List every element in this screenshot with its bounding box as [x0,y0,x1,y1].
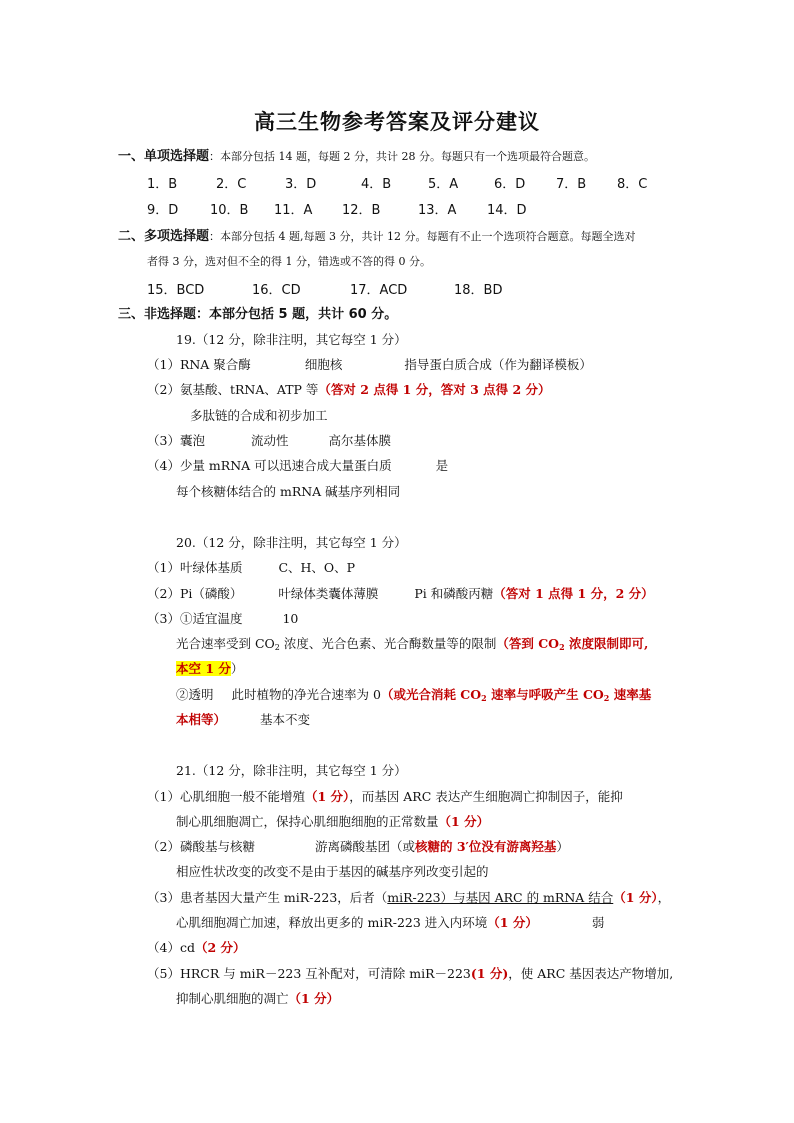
q19-1-answer-c: 指导蛋白质合成（作为翻译模板） [404,357,592,372]
q19-line-6: 每个核糖体结合的 mRNA 碱基序列相同 [176,484,401,499]
q21-2-note: 核糖的 3′位没有游离羟基 [414,839,557,854]
section3-heading-line [118,305,397,324]
q21-5-answer-c: 抑制心肌细胞的凋亡 [176,991,289,1006]
q21-line-7 [147,939,246,957]
q21-line-6 [176,914,604,932]
q20-line-5 [176,660,243,678]
section2-heading: 二、多项选择题 [118,229,210,244]
mcq-answer: 7．B [556,177,587,192]
q19-line-2 [147,381,551,399]
q19-1-answer-a: （1）RNA 聚合酶 [147,357,251,372]
q19-3-answer-a: （3）囊泡 [147,433,205,448]
q20-4-note-d: 本相等） [176,712,227,727]
section3-heading: 三、非选择题：本部分包括 5 题，共计 60 分。 [118,307,398,322]
q20-1-answer-b: C、H、O、P [278,560,356,575]
q21-line-2 [176,813,489,831]
q20-2-score-note: （答对 1 点得 1 分，2 分） [493,586,654,601]
mcq-answer: 3．D [285,177,317,192]
section1-desc: ：本部分包括 14 题，每题 2 分，共计 28 分。每题只有一个选项最符合题意。 [209,150,595,163]
q21-1-score-a: （1 分） [304,789,350,804]
q21-header: 21.（12 分，除非注明，其它每空 1 分） [176,763,407,778]
q20-line-3 [147,610,298,628]
q20-4-note-subscript-b: 2 [603,693,610,703]
q21-2-answer-b: 游离磷酸基团（或 [314,839,415,854]
q21-1-answer-a: （1）心肌细胞一般不能增殖 [147,789,305,804]
mcq-answer: 12．B [342,203,381,218]
mcq-answer: 9．D [147,203,179,218]
mcq-answer: 15．BCD [147,283,205,298]
q21-3-answer-c: 弱 [591,915,605,930]
q20-3-note-close: ） [230,661,244,676]
q21-5-answer-b: ，使 ARC 基因表达产物增加, [508,966,674,981]
q19-line-5 [147,457,448,475]
q19-2-answer: （2）氨基酸、tRNA、ATP 等 [147,382,319,397]
q20-2-answer-c: Pi 和磷酸丙糖 [414,586,494,601]
q21-1-answer-c: 制心肌细胞凋亡，保持心肌细胞细胞的正常数量 [176,814,439,829]
q21-line-4: 相应性状改变的改变不是由于基因的碱基序列改变引起的 [176,864,489,879]
mcq-answer: 5．A [428,177,459,192]
q21-line-5 [147,889,670,907]
q21-line-1 [147,788,623,806]
mcq-answer: 18．BD [454,283,503,298]
q21-1-score-b: （1 分） [438,814,490,829]
mcq-answer: 1．B [147,177,178,192]
mcq-answer: 8．C [617,177,648,192]
mcq-answer: 13．A [418,203,457,218]
q20-3-answer-a: （3）①适宜温度 [147,611,243,626]
q20-3-note-a: （答到 CO [496,636,560,651]
q21-1-answer-b: ，而基因 ARC 表达产生细胞凋亡抑制因子，能抑 [349,789,623,804]
mcq-answer: 17．ACD [350,283,408,298]
section2-desc: ：本部分包括 4 题,每题 3 分，共计 12 分。每题有不止一个选项符合题意。每题全选对 [209,230,636,243]
q21-line-8 [147,965,673,983]
q20-3-highlighted-note: 本空 1 分 [176,661,231,676]
q20-line-4 [176,635,648,653]
section1-heading-line [118,147,595,166]
mcq-answer: 6．D [494,177,526,192]
q20-3-text-b: 浓度、光合色素、光合酶数量等的限制 [279,636,497,651]
q20-3-answer-b: 10 [282,611,299,626]
q19-3-answer-c: 高尔基体膜 [328,433,391,448]
q21-3-underlined: miR-223）与基因 ARC 的 mRNA 结合 [387,890,614,905]
q20-line-7 [176,711,310,729]
mcq-answer: 11．A [274,203,313,218]
section1-heading: 一、单项选择题 [118,149,210,164]
q21-line-9 [176,990,339,1008]
q21-4-answer: （4）cd [147,940,195,955]
section2-desc-cont: 者得 3 分，选对但不全的得 1 分，错选或不答的得 0 分。 [147,255,431,268]
q20-4-answer-b: 此时植物的净光合速率为 0 [231,687,381,702]
q20-3-subscript: 2 [274,643,280,652]
q19-line-4 [147,432,391,450]
section2-heading-line [118,227,635,246]
q20-line-6 [176,686,651,704]
q21-3-answer-a: （3）患者基因大量产生 miR-223，后者（ [147,890,388,905]
q20-4-note-b: 速率与呼吸产生 CO [486,687,604,702]
q21-3-answer-b: 心肌细胞凋亡加速，释放出更多的 miR-223 进入内环境 [176,915,488,930]
q19-line-1 [147,356,592,374]
q21-3-score-b: （1 分） [487,915,538,930]
q20-2-answer-b: 叶绿体类囊体薄膜 [278,586,379,601]
q20-4-note-c: 速率基 [609,687,652,702]
q20-header: 20.（12 分，除非注明，其它每空 1 分） [176,535,407,550]
q21-3-score-a: （1 分） [613,890,658,905]
q21-4-score: （2 分） [194,940,246,955]
q21-2-answer-a: （2）磷酸基与核糖 [147,839,255,854]
page-title: 高三生物参考答案及评分建议 [254,109,540,134]
q20-line-2 [147,585,654,603]
q20-line-1 [147,559,355,577]
mcq-answer: 4．B [361,177,392,192]
q20-4-answer-c: 基本不变 [260,712,311,727]
mcq-answer: 16．CD [252,283,301,298]
q21-5-answer-a: （5）HRCR 与 miR－223 互补配对，可清除 miR－223 [147,966,471,981]
q21-2-note-close: ） [556,839,569,854]
q19-header: 19.（12 分，除非注明，其它每空 1 分） [176,332,407,347]
mcq-answer: 10．B [210,203,249,218]
q19-3-answer-b: 流动性 [250,433,289,448]
q20-2-answer-a: （2）Pi（磷酸） [147,586,243,601]
q20-4-answer-a: ②透明 [176,687,214,702]
q21-5-score-b: （1 分） [288,991,340,1006]
q19-4-answer-b: 是 [435,458,449,473]
q19-4-answer-a: （4）少量 mRNA 可以迅速合成大量蛋白质 [147,458,392,473]
q20-3-note-b: 浓度限制即可, [564,636,649,651]
q20-3-text-a: 光合速率受到 CO [176,636,275,651]
mcq-answer: 2．C [216,177,247,192]
q20-3-note-subscript: 2 [559,642,565,652]
mcq-answer: 14．D [487,203,527,218]
q21-3-comma: ， [657,890,671,905]
q19-2-score-note: （答对 2 点得 1 分，答对 3 点得 2 分） [318,382,551,397]
q20-4-note-subscript-a: 2 [481,693,487,703]
q20-1-answer-a: （1）叶绿体基质 [147,560,243,575]
q19-line-3: 多肽链的合成和初步加工 [190,408,328,423]
q20-4-note-a: （或光合消耗 CO [380,687,482,702]
q21-line-3 [147,838,569,856]
q19-1-answer-b: 细胞核 [304,357,343,372]
q21-5-score-a: (1 分) [470,966,509,981]
